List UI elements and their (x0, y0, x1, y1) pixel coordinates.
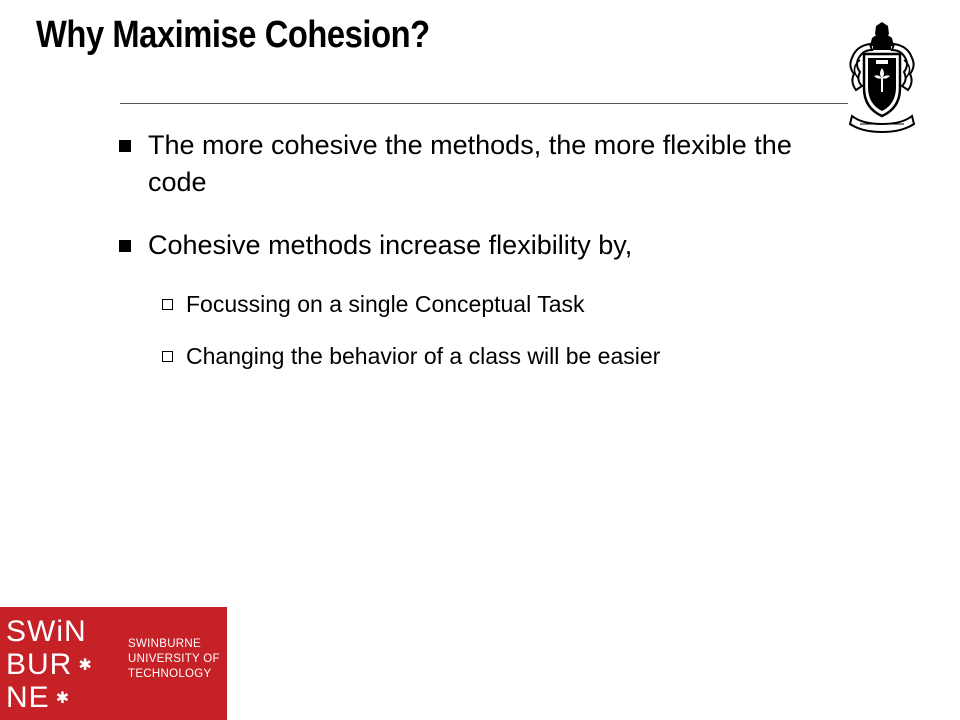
square-bullet-icon (119, 140, 131, 152)
sub-bullet-item (186, 341, 660, 371)
logo-name-line: SWINBURNE (128, 638, 201, 650)
coat-of-arms-icon (842, 20, 922, 138)
bullet-item (148, 127, 848, 201)
bullet-text: Cohesive methods increase flexibility by, (148, 230, 633, 260)
logo-mark-line: SWiN (6, 615, 87, 648)
logo-name-line: TECHNOLOGY (128, 668, 212, 680)
hollow-square-bullet-icon (162, 351, 173, 362)
logo-mark-line: NE ✱ (6, 681, 71, 714)
slide-title: Why Maximise Cohesion? (36, 14, 430, 56)
swinburne-logo-name (114, 607, 227, 720)
sub-bullet-item (186, 289, 584, 319)
hollow-square-bullet-icon (162, 299, 173, 310)
logo-mark-line: BUR ✱ (6, 648, 93, 681)
title-divider (120, 103, 848, 104)
square-bullet-icon (119, 240, 131, 252)
swinburne-logo-mark (0, 607, 114, 720)
bullet-item (148, 227, 848, 264)
star-icon: ✱ (78, 657, 93, 674)
sub-bullet-text: Focussing on a single Conceptual Task (186, 291, 585, 317)
bullet-text: The more cohesive the methods, the more flexible the code (148, 130, 792, 197)
logo-name-line: UNIVERSITY OF (128, 653, 220, 665)
star-icon: ✱ (55, 690, 71, 707)
sub-bullet-text: Changing the behavior of a class will be easier (186, 343, 661, 369)
